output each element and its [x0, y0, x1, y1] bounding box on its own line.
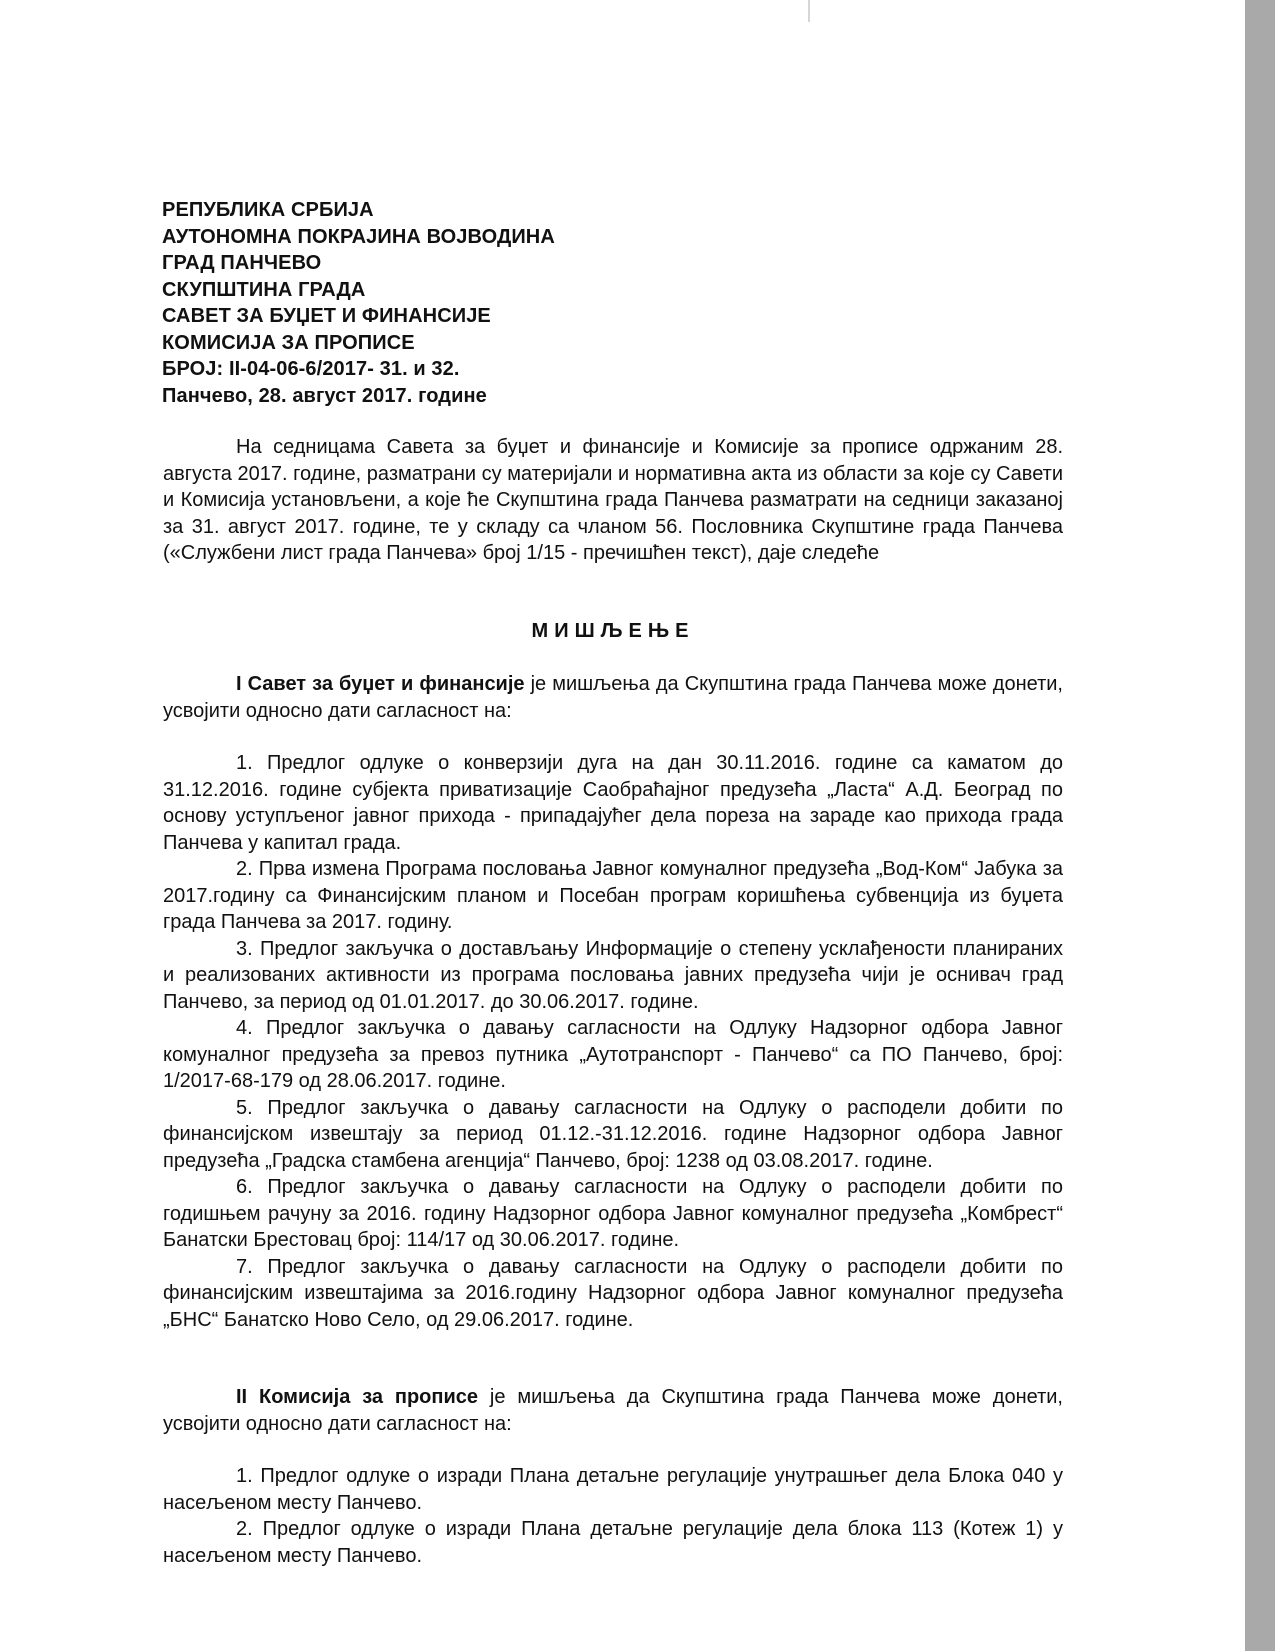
scan-mark	[808, 0, 810, 22]
header-line-commission: КОМИСИЈА ЗА ПРОПИСЕ	[162, 331, 415, 354]
list-item: 7. Предлог закључка о давању сагласности на Одлуку о расподели добити по финансијским извештајима за 2016.годину Надзорног одбора Јавног комуналног предузећа „БНС“ Банатско Ново Село, од 29.06.2017. године.	[163, 1255, 1063, 1331]
section-2-text: је мишљења да Скупштина града Панчева може донети, усвојити односно дати сагласност на:	[163, 1386, 1063, 1435]
header-line-assembly: СКУПШТИНА ГРАДА	[162, 278, 366, 301]
section-2-title: II Комисија за прописе	[236, 1386, 479, 1408]
list-item: 3. Предлог закључка о достављању Информације о степену усклађености планираних и реализованих активности из програма пословања јавних предузећа чији је оснивач град Панчево, за период од 01.01.2017. до 30.06.2017. године.	[163, 937, 1063, 1013]
document-title: МИШЉЕЊЕ	[531, 620, 695, 642]
section-2-heading	[163, 1384, 1063, 1437]
header-line-number: БРОЈ: II-04-06-6/2017- 31. и 32.	[162, 358, 460, 380]
section-1-text: је мишљења да Скупштина града Панчева може донети, усвојити односно дати сагласност на:	[163, 673, 1063, 722]
header-line-council: САВЕТ ЗА БУЏЕТ И ФИНАНСИЈЕ	[162, 305, 491, 327]
header-line-city: ГРАД ПАНЧЕВО	[162, 252, 322, 274]
section-1-heading	[163, 671, 1063, 724]
list-item: 5. Предлог закључка о давању сагласности на Одлуку о расподели добити по финансијском извештају за период 01.12.-31.12.2016. године Надзорног одбора Јавног предузећа „Градска стамбена агенција“ Панчево, број: 1238 од 03.08.2017. године.	[163, 1096, 1063, 1172]
intro-paragraph	[163, 434, 1063, 567]
list-item: 2. Предлог одлуке о изради Плана детаљне регулације дела блока 113 (Котеж 1) у насељеном месту Панчево.	[163, 1518, 1063, 1567]
intro-text: На седницама Савета за буџет и финансије и Комисије за прописе одржаним 28. августа 2017. године, разматрани су материјали и нормативна акта из области за које су Савети и Комисија установљени, а које ће Скупштина града Панчева разматрати на седници заказаној за 31. август 2017. године, те у складу са чланом 56. Пословника Скупштине града Панчева («Службени лист града Панчева» број 1/15 - пречишћен текст), даје следеће	[163, 436, 1063, 564]
header-line-republic: РЕПУБЛИКА СРБИЈА	[162, 199, 374, 221]
header-line-date: Панчево, 28. август 2017. године	[162, 384, 487, 407]
list-item: 1. Предлог одлуке о изради Плана детаљне регулације унутрашњег дела Блока 040 у насељеном месту Панчево.	[163, 1465, 1063, 1514]
section-2-list	[163, 1463, 1063, 1569]
section-2-paragraph	[163, 1384, 1063, 1437]
document-header	[162, 197, 862, 409]
list-item: 2. Прва измена Програма пословања Јавног комуналног предузећа „Вод-Ком“ Јабука за 2017.годину са Финансијским планом и Посебан програм коришћења субвенција из буџета града Панчева за 2017. годину.	[163, 858, 1063, 933]
header-line-province: АУТОНОМНА ПОКРАЈИНА ВОЈВОДИНА	[162, 225, 555, 248]
section-1-list	[163, 750, 1063, 1333]
list-item: 1. Предлог одлуке о конверзији дуга на дан 30.11.2016. године са каматом до 31.12.2016. године субјекта приватизације Саобраћајног предузећа „Ласта“ А.Д. Београд по основу уступљеног јавног прихода - припадајућег дела пореза на зараде као прихода града Панчева у капитал града.	[163, 752, 1063, 854]
scan-border	[1245, 0, 1275, 1651]
list-item: 4. Предлог закључка о давању сагласности на Одлуку Надзорног одбора Јавног комуналног предузећа за превоз путника „Аутотранспорт - Панчево“ са ПО Панчево, број: 1/2017-68-179 од 28.06.2017. године.	[163, 1017, 1063, 1092]
section-1-paragraph	[163, 671, 1063, 724]
section-1-title: I Савет за буџет и финансије	[236, 673, 525, 695]
list-item: 6. Предлог закључка о давању сагласности на Одлуку о расподели добити по годишњем рачуну за 2016. годину Надзорног одбора Јавног комуналног предузећа „Комбрест“ Банатски Брестовац број: 114/17 од 30.06.2017. године.	[163, 1176, 1063, 1251]
